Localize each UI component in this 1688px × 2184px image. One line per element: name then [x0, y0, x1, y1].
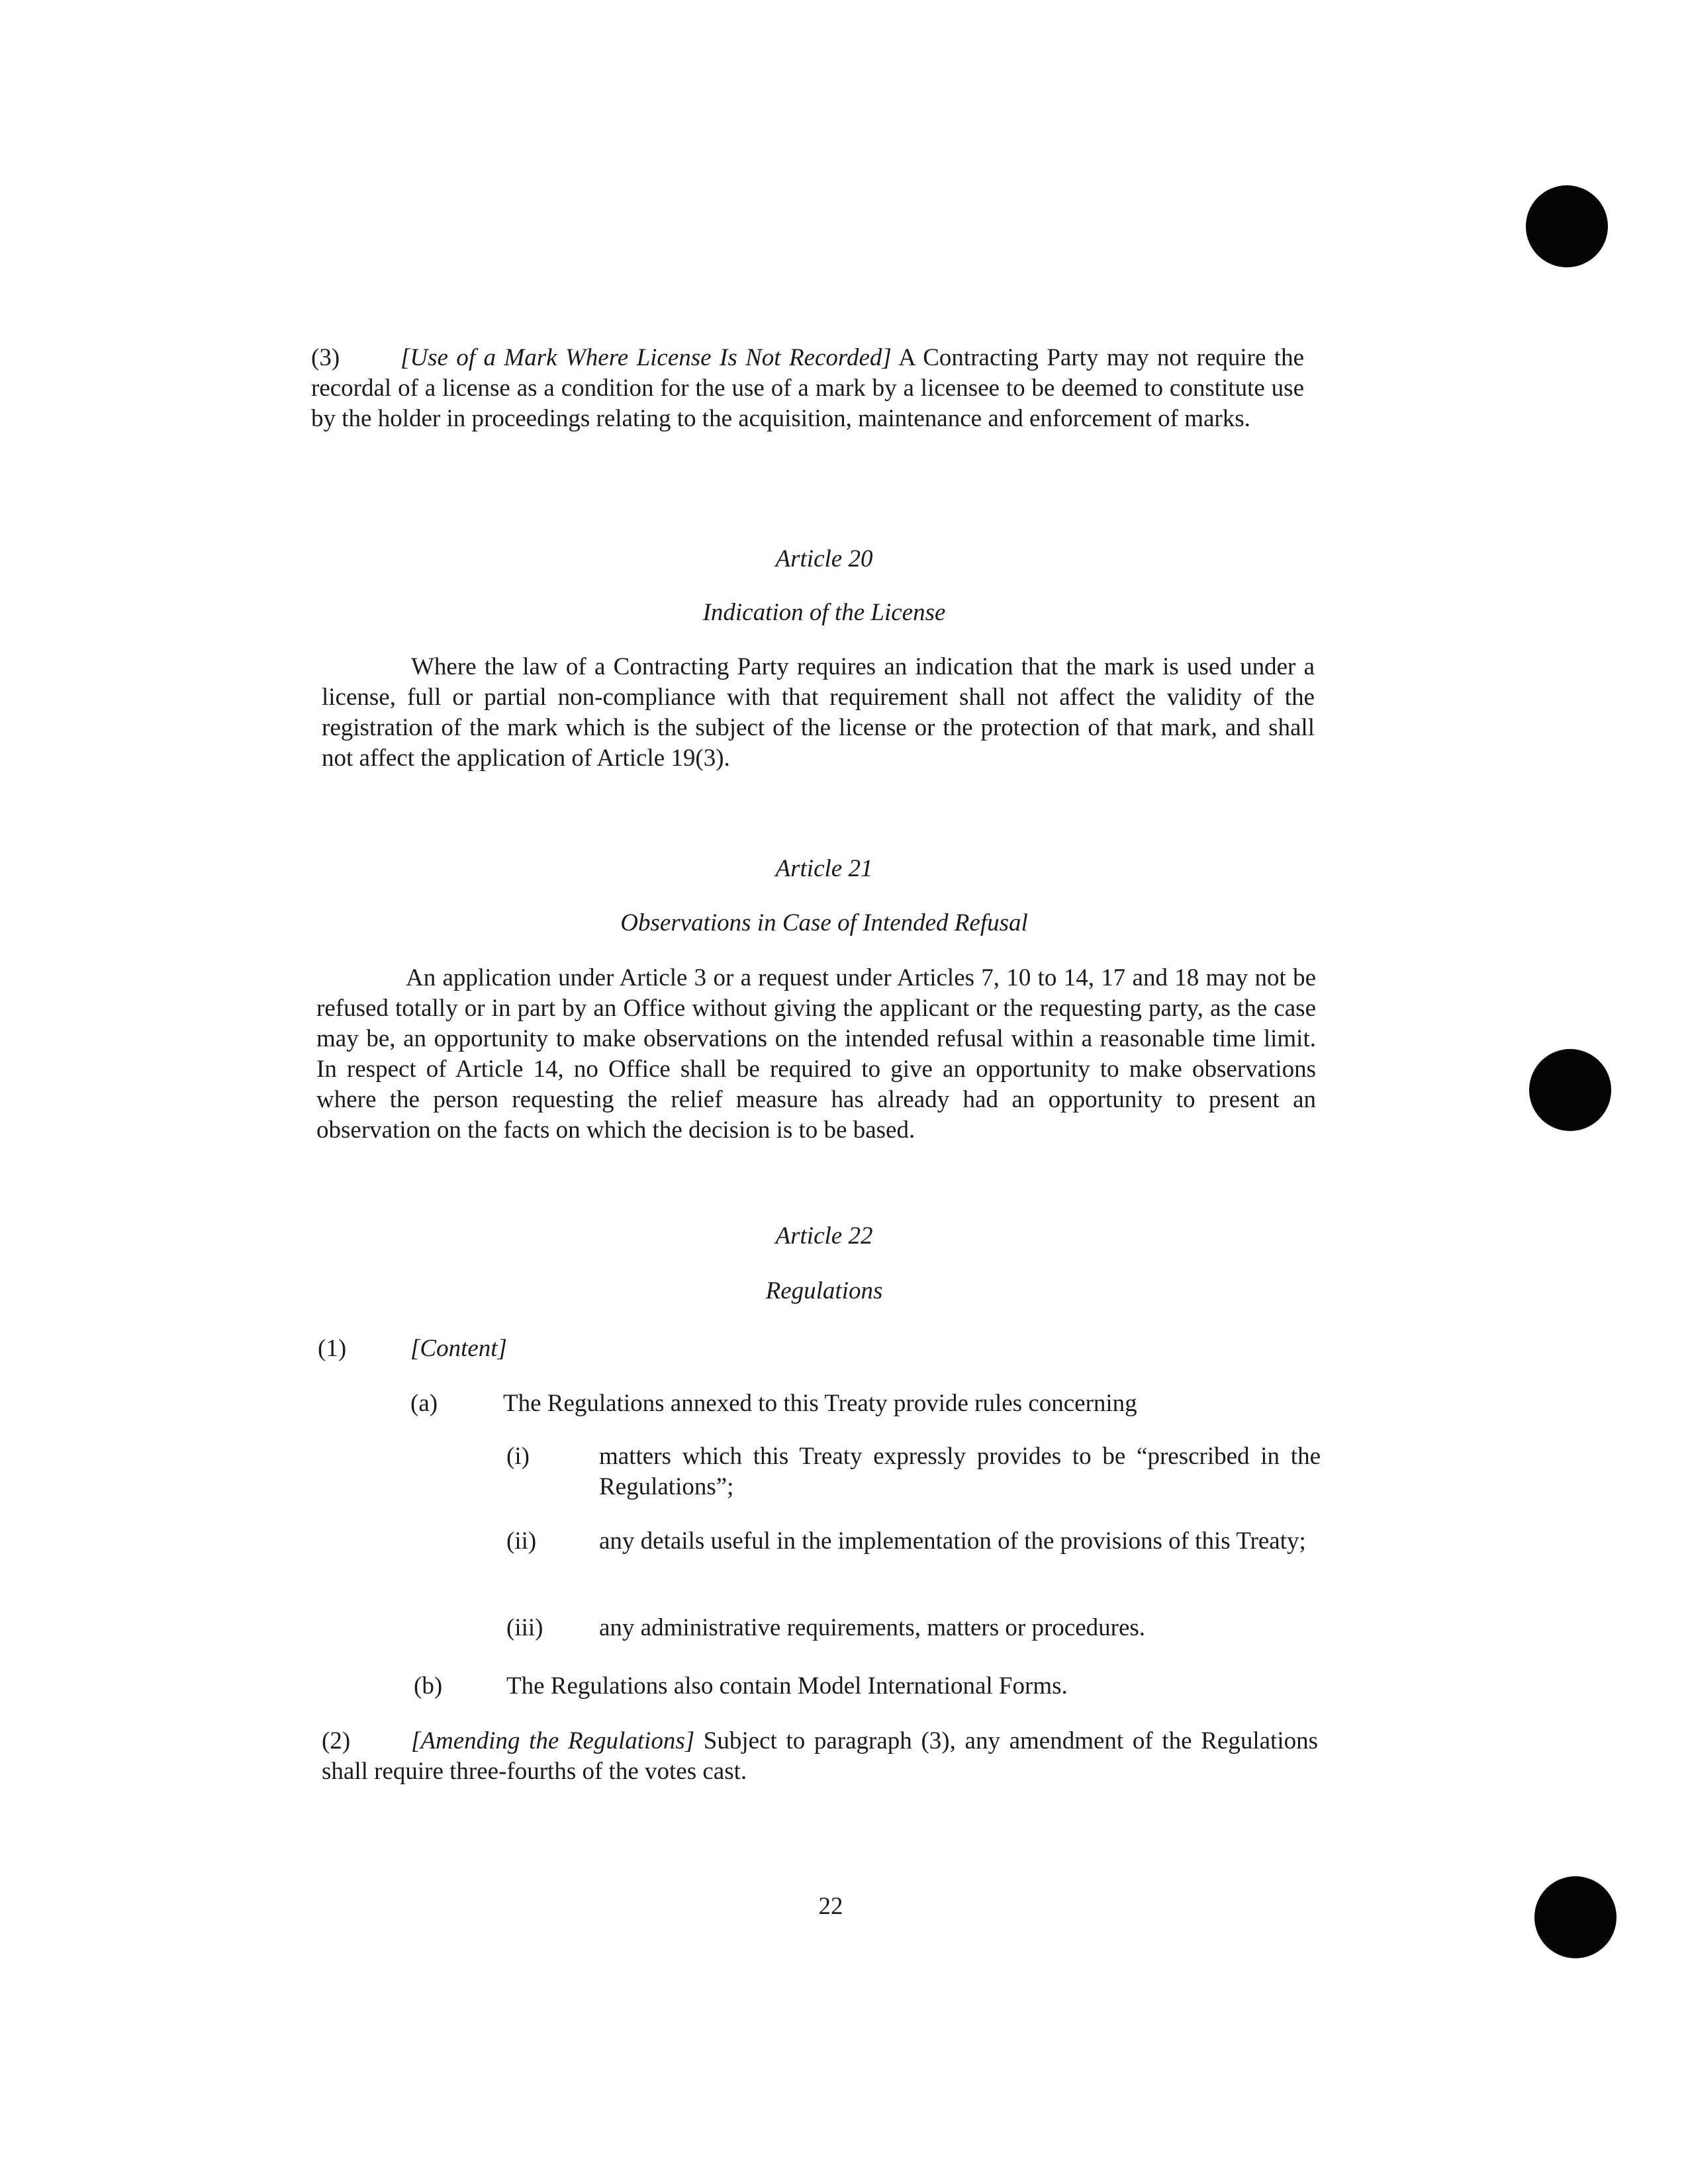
subparagraph-text: The Regulations also contain Model International Forms.: [506, 1672, 1068, 1700]
article-22-paragraph-1: [318, 1334, 1311, 1364]
article-20-heading: Article 20: [775, 545, 873, 572]
item-text: matters which this Treaty expressly provides to be “prescribed in the Regulations”;: [599, 1443, 1321, 1500]
item-text: any administrative requirements, matters or procedures.: [599, 1614, 1146, 1641]
paragraph-3: [311, 343, 1304, 434]
item-i: [506, 1441, 1321, 1502]
subparagraph-label: (b): [414, 1672, 443, 1700]
paragraph-number: (2): [322, 1727, 351, 1754]
paragraph-title: [Use of a Mark Where License Is Not Recorded]: [400, 344, 892, 371]
page-number: 22: [818, 1893, 843, 1920]
paragraph-title: [Content]: [410, 1335, 507, 1362]
subparagraph-label: (a): [410, 1390, 438, 1417]
article-20-title: Indication of the License: [702, 599, 946, 626]
item-label: (i): [506, 1443, 530, 1470]
paragraph-text: Subject to paragraph (3), any amendment of the Regulations shall require three-fourths of the votes cast.: [322, 1727, 1318, 1785]
item-iii: [506, 1613, 1321, 1643]
paragraph-number: (3): [311, 344, 340, 371]
paragraph-title: [Amending the Regulations]: [411, 1727, 695, 1754]
item-ii: [506, 1526, 1321, 1587]
article-20-text: Where the law of a Contracting Party requires an indication that the mark is used under a license, full or partial non-compliance with that requirement shall not affect the validity of the registration of the mark which is the subject of the license or the protection of that mark, and shall not affect the application of Article 19(3).: [322, 653, 1315, 772]
article-22-title: Regulations: [765, 1277, 883, 1304]
punch-hole: [1529, 1049, 1611, 1131]
item-label: (iii): [506, 1614, 543, 1641]
paragraph-text: A Contracting Party may not require the recordal of a license as a condition for the use of a mark by a licensee to be deemed to constitute use by the holder in proceedings relating to the acquisition, maintenance and enforcement of marks.: [311, 344, 1304, 432]
article-22-paragraph-2: [322, 1726, 1318, 1787]
item-text: any details useful in the implementation of the provisions of this Treaty;: [599, 1527, 1306, 1555]
subparagraph-text: The Regulations annexed to this Treaty provide rules concerning: [503, 1390, 1137, 1417]
article-21-heading: Article 21: [775, 855, 873, 882]
article-21-text: An application under Article 3 or a request under Articles 7, 10 to 14, 17 and 18 may not be refused totally or in part by an Office without giving the applicant or the requesting party, as the case may be, an opportunity to make observations on the intended refusal within a reasonable time limit. In respect of Article 14, no Office shall be required to give an opportunity to make observations where the person requesting the relief measure has already had an opportunity to present an observation on the facts on which the decision is to be based.: [316, 964, 1316, 1144]
article-22-heading: Article 22: [775, 1222, 873, 1250]
paragraph-number: (1): [318, 1335, 347, 1362]
item-label: (ii): [506, 1527, 537, 1555]
punch-hole: [1526, 185, 1608, 267]
subparagraph-a: [410, 1388, 1317, 1419]
article-21-title: Observations in Case of Intended Refusal: [620, 909, 1028, 936]
subparagraph-b: [414, 1671, 1321, 1702]
